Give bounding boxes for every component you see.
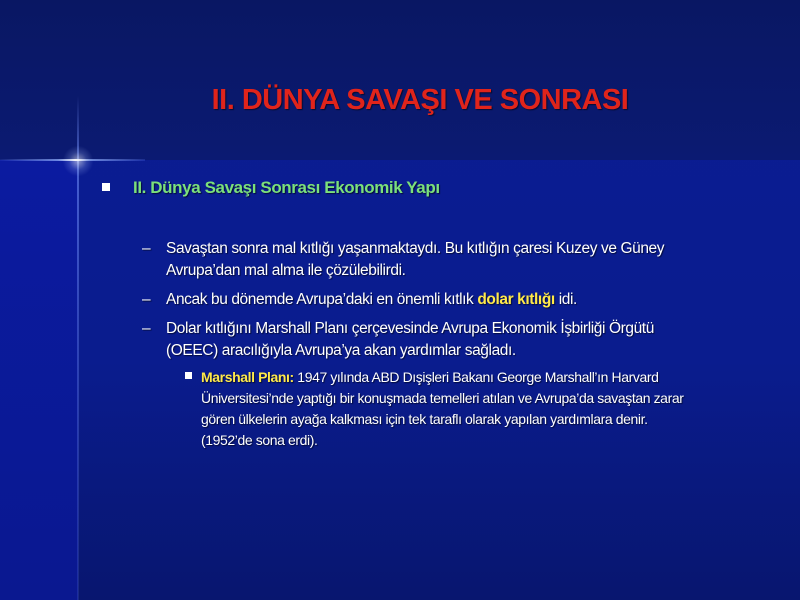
point-3 bbox=[100, 318, 780, 362]
sub-point-line-4: (1952’de sona erdi). bbox=[201, 432, 318, 448]
sub-point-term: Marshall Planı: bbox=[201, 369, 294, 385]
point-2-after: idi. bbox=[554, 291, 577, 308]
slide-content bbox=[100, 178, 780, 451]
point-1-line-1: Savaştan sonra mal kıtlığı yaşanmaktaydı. Bu kıtlığın çaresi Kuzey ve Güney bbox=[166, 240, 665, 257]
sub-point-line-3: gören ülkelerin ayağa kalkması için tek taraflı olarak yapılan yardımlara denir. bbox=[201, 411, 648, 427]
cross-glow-decor bbox=[62, 146, 94, 176]
title-band bbox=[0, 0, 800, 160]
sub-point-line-1-text: 1947 yılında ABD Dışişleri Bakanı George Marshall’ın Harvard bbox=[293, 369, 659, 385]
main-bullet bbox=[100, 178, 780, 198]
point-3-line-2: (OEEC) aracılığıyla Avrupa’ya akan yardımlar sağladı. bbox=[166, 342, 516, 359]
dash-bullet-icon: – bbox=[142, 240, 151, 257]
sub-point-line-1 bbox=[201, 367, 780, 388]
dash-bullet-icon: – bbox=[142, 320, 151, 337]
sub-point bbox=[100, 367, 780, 451]
main-heading: II. Dünya Savaşı Sonrası Ekonomik Yapı bbox=[133, 178, 440, 197]
point-2-highlight: dolar kıtlığı bbox=[477, 291, 555, 308]
point-1-line-2: Avrupa’dan mal alma ile çözülebilirdi. bbox=[166, 262, 406, 279]
sub-point-line-2: Üniversitesi’nde yaptığı bir konuşmada temelleri atılan ve Avrupa’da savaştan zarar bbox=[201, 390, 684, 406]
title-band-gradient bbox=[0, 0, 800, 160]
point-2-before: Ancak bu dönemde Avrupa’daki en önemli kıtlık bbox=[166, 291, 478, 308]
dash-bullet-icon: – bbox=[142, 291, 151, 308]
square-sub-bullet-icon bbox=[185, 372, 192, 379]
point-2 bbox=[100, 289, 780, 311]
left-decor-panel bbox=[0, 160, 78, 600]
point-3-line-1: Dolar kıtlığını Marshall Planı çerçevesinde Avrupa Ekonomik İşbirliği Örgütü bbox=[166, 320, 654, 337]
point-2-text bbox=[166, 289, 780, 311]
square-bullet-icon bbox=[102, 183, 110, 191]
point-1 bbox=[100, 238, 780, 282]
slide-title: II. DÜNYA SAVAŞI VE SONRASI bbox=[211, 84, 629, 116]
